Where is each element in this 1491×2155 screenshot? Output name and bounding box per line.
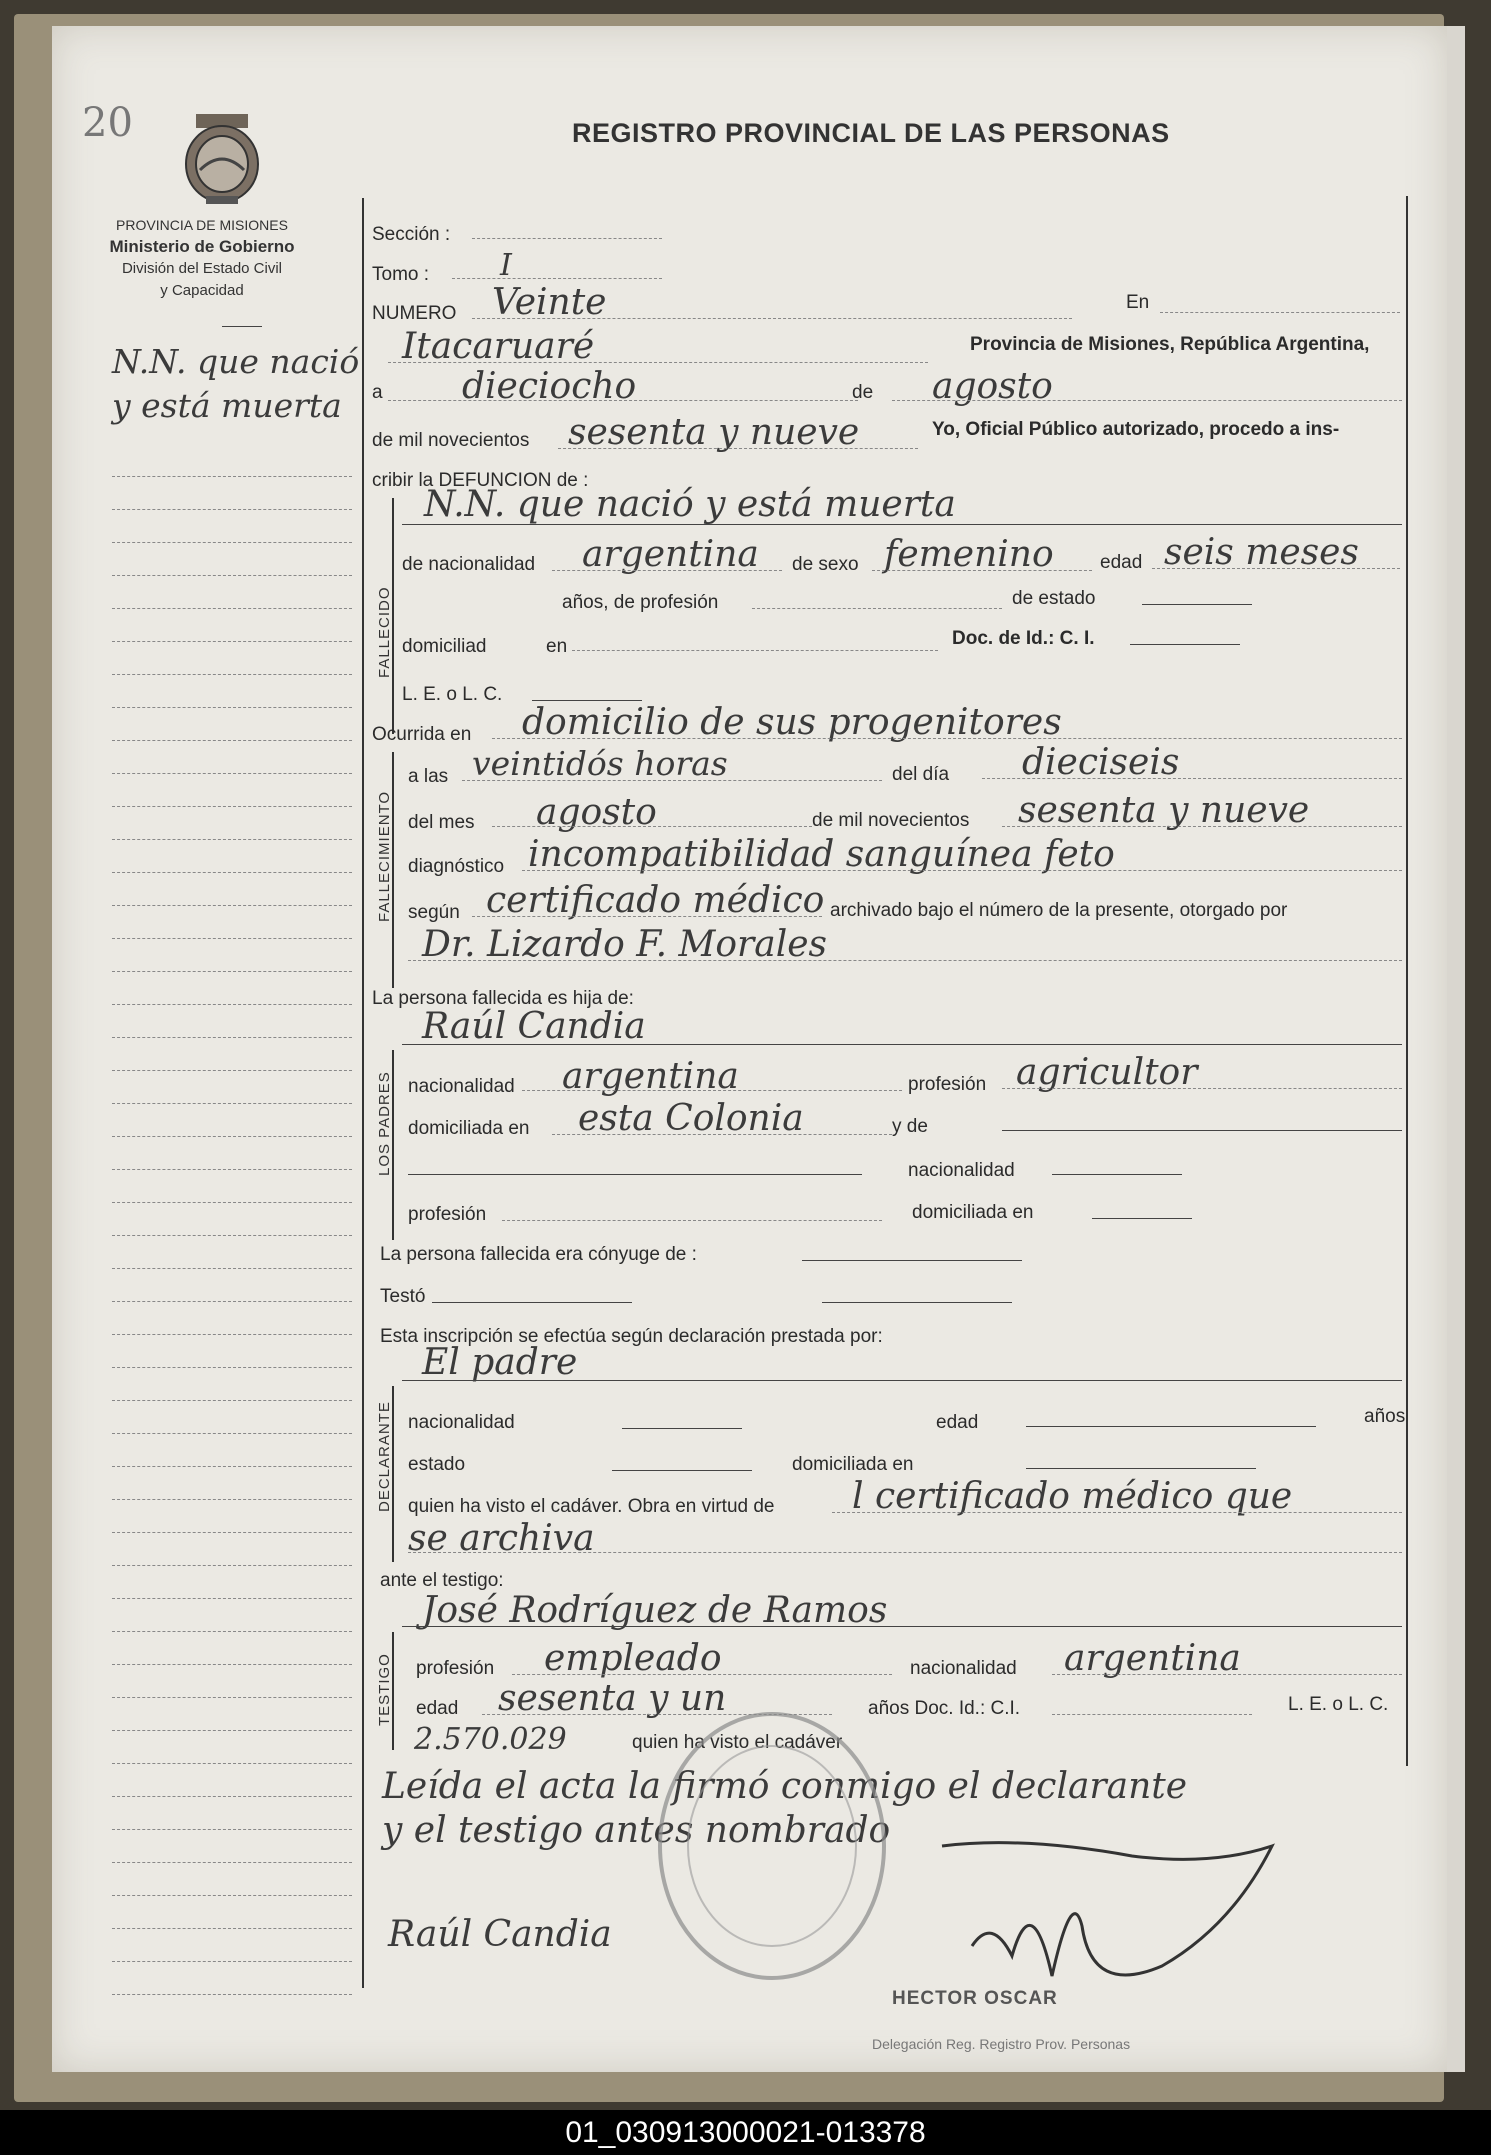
label-a-las: a las bbox=[408, 766, 449, 787]
label-del-dia: del día bbox=[892, 764, 950, 785]
medico-line bbox=[408, 960, 1402, 961]
profesion-line bbox=[752, 608, 1002, 609]
margin-ruled-line bbox=[112, 509, 352, 510]
label-de: de bbox=[852, 382, 874, 403]
label-t-anos-doc: años Doc. Id.: C.I. bbox=[868, 1698, 1021, 1719]
label-hija-de: La persona fallecida es hija de: bbox=[372, 988, 634, 1009]
coat-of-arms-emblem bbox=[182, 108, 262, 208]
hw-dia: dieciocho bbox=[462, 366, 637, 407]
hw-nombre: N.N. que nació y está muerta bbox=[424, 484, 956, 525]
margin-ruled-line bbox=[112, 1928, 352, 1929]
stamp-office: Delegación Reg. Registro Prov. Personas bbox=[872, 2036, 1131, 2052]
margin-ruled-line bbox=[112, 1169, 352, 1170]
label-conyuge: La persona fallecida era cónyuge de : bbox=[380, 1244, 697, 1265]
label-a: a bbox=[372, 382, 383, 403]
label-ante-testigo: ante el testigo: bbox=[380, 1570, 504, 1591]
hw-declarante: El padre bbox=[422, 1342, 578, 1383]
label-tomo: Tomo : bbox=[372, 264, 430, 285]
margin-ruled-line bbox=[112, 806, 352, 807]
label-t-profesion: profesión bbox=[416, 1658, 495, 1679]
margin-note-line-2: y está muerta bbox=[112, 386, 342, 425]
label-diagnostico: diagnóstico bbox=[408, 856, 505, 877]
margin-ruled-line bbox=[112, 1961, 352, 1962]
conyuge-line bbox=[802, 1260, 1022, 1261]
label-edad: edad bbox=[1100, 552, 1143, 573]
hw-obra2: se archiva bbox=[408, 1518, 595, 1559]
hw-dia-fall: dieciseis bbox=[1022, 742, 1180, 783]
margin-ruled-line bbox=[112, 1268, 352, 1269]
hw-mes-fall: agosto bbox=[536, 792, 657, 833]
label-nacionalidad2: nacionalidad bbox=[908, 1160, 1015, 1181]
stamp-name: HECTOR OSCAR bbox=[892, 1988, 1058, 2009]
label-domiciliada-en: domiciliada en bbox=[408, 1118, 530, 1139]
anio-fall-line bbox=[1002, 826, 1402, 827]
hw-leida-1: Leída el acta la firmó conmigo el declarante bbox=[382, 1766, 1188, 1807]
margin-ruled-line bbox=[112, 1136, 352, 1137]
label-en-dom: en bbox=[546, 636, 568, 657]
dec-edad-line bbox=[1026, 1426, 1316, 1427]
label-ocurrida-en: Ocurrida en bbox=[372, 724, 472, 745]
hw-t-prof: empleado bbox=[544, 1638, 722, 1679]
domicilio-line bbox=[572, 650, 938, 651]
label-nacionalidad: nacionalidad bbox=[408, 1076, 515, 1097]
margin-ruled-line bbox=[112, 1334, 352, 1335]
madre-nac-line bbox=[1052, 1174, 1182, 1175]
margin-ruled-line bbox=[112, 1301, 352, 1302]
hw-diagnostico: incompatibilidad sanguínea feto bbox=[528, 834, 1115, 875]
padre-prof-line bbox=[1002, 1088, 1402, 1089]
sexo-line bbox=[872, 570, 1092, 571]
margin-ruled-line bbox=[112, 1400, 352, 1401]
hw-ocurrida: domicilio de sus progenitores bbox=[522, 702, 1062, 743]
madre-line-2 bbox=[408, 1174, 862, 1175]
margin-ruled-line bbox=[112, 476, 352, 477]
hw-lugar: Itacaruaré bbox=[402, 326, 595, 367]
label-profesion2: profesión bbox=[408, 1204, 487, 1225]
page-number: 20 bbox=[82, 100, 133, 146]
label-provincia: Provincia de Misiones, República Argentina, bbox=[970, 334, 1370, 355]
madre-line bbox=[1002, 1130, 1402, 1131]
office-line-1: PROVINCIA DE MISIONES bbox=[116, 217, 288, 233]
hw-segun: certificado médico bbox=[486, 880, 825, 921]
margin-ruled-line bbox=[112, 1235, 352, 1236]
hw-sexo: femenino bbox=[884, 534, 1054, 575]
label-domiciliada-en2: domiciliada en bbox=[912, 1202, 1034, 1223]
office-line-4: y Capacidad bbox=[160, 282, 244, 299]
hw-t-edad: sesenta y un bbox=[498, 1678, 727, 1719]
hw-t-nac: argentina bbox=[1064, 1638, 1241, 1679]
margin-ruled-line bbox=[112, 1697, 352, 1698]
label-doc-id: Doc. de Id.: C. I. bbox=[952, 628, 1095, 649]
label-t-edad: edad bbox=[416, 1698, 459, 1719]
label-seccion: Sección : bbox=[372, 224, 451, 245]
label-t-le: L. E. o L. C. bbox=[1288, 1694, 1389, 1715]
document-title: REGISTRO PROVINCIAL DE LAS PERSONAS bbox=[572, 118, 1170, 148]
seccion-line bbox=[472, 238, 662, 239]
le-lc-line bbox=[532, 700, 642, 701]
hw-firma: Raúl Candia bbox=[388, 1914, 612, 1955]
anio-line bbox=[558, 448, 918, 449]
hw-padre-nac: argentina bbox=[562, 1056, 739, 1097]
hora-line bbox=[462, 780, 882, 781]
section-declarante: DECLARANTE bbox=[376, 1401, 393, 1512]
edad-line bbox=[1152, 568, 1400, 569]
dec-estado-line bbox=[612, 1470, 752, 1471]
label-t-quien: quien ha visto el cadáver bbox=[632, 1732, 843, 1753]
margin-ruled-line bbox=[112, 1202, 352, 1203]
label-profesion: profesión bbox=[908, 1074, 987, 1095]
left-frame-line bbox=[362, 198, 364, 1988]
margin-ruled-line bbox=[112, 1004, 352, 1005]
margin-ruled-line bbox=[112, 905, 352, 906]
margin-ruled-line bbox=[112, 872, 352, 873]
testo-line bbox=[432, 1302, 632, 1303]
testo-line-2 bbox=[822, 1302, 1012, 1303]
section-fallecimiento: FALLECIMIENTO bbox=[376, 790, 393, 922]
hw-mes: agosto bbox=[932, 366, 1053, 407]
obra2-line bbox=[408, 1552, 1402, 1553]
label-numero: NUMERO bbox=[372, 303, 457, 324]
t-prof-line bbox=[512, 1674, 892, 1675]
margin-note-line-1: N.N. que nació bbox=[112, 342, 360, 381]
margin-ruled-line bbox=[112, 938, 352, 939]
dec-nac-line bbox=[622, 1428, 742, 1429]
dec-dom-line bbox=[1026, 1468, 1256, 1469]
label-quien-visto: quien ha visto el cadáver. Obra en virtud de bbox=[408, 1496, 775, 1517]
margin-ruled-line bbox=[112, 1367, 352, 1368]
doc-id-line bbox=[1130, 644, 1240, 645]
label-dec-anos: años bbox=[1364, 1406, 1406, 1427]
label-del-mes: del mes bbox=[408, 812, 475, 833]
nacionalidad-line bbox=[552, 570, 782, 571]
margin-ruled-line bbox=[112, 674, 352, 675]
label-cribir: cribir la DEFUNCION de : bbox=[372, 470, 589, 491]
label-domiciliad: domiciliad bbox=[402, 636, 487, 657]
section-fallecido: FALLECIDO bbox=[376, 586, 393, 678]
hw-leida-2: y el testigo antes nombrado bbox=[382, 1810, 891, 1851]
hw-padre: Raúl Candia bbox=[422, 1006, 646, 1047]
margin-ruled-line bbox=[112, 1862, 352, 1863]
hw-padre-prof: agricultor bbox=[1016, 1052, 1198, 1093]
label-de-mil: de mil novecientos bbox=[372, 430, 530, 451]
mes-line bbox=[892, 400, 1402, 401]
margin-ruled-line bbox=[112, 1499, 352, 1500]
document-page bbox=[52, 26, 1447, 2072]
hw-anio: sesenta y nueve bbox=[568, 412, 860, 453]
margin-ruled-line bbox=[112, 1532, 352, 1533]
section-testigo: TESTIGO bbox=[376, 1653, 393, 1726]
margin-ruled-line bbox=[112, 1763, 352, 1764]
label-de-nacionalidad: de nacionalidad bbox=[402, 554, 536, 575]
madre-dom-line bbox=[1092, 1218, 1192, 1219]
testigo-line bbox=[402, 1626, 1402, 1627]
margin-ruled-line bbox=[112, 1631, 352, 1632]
label-le-lc: L. E. o L. C. bbox=[402, 684, 503, 705]
obra-line bbox=[832, 1512, 1402, 1513]
office-line-2: Ministerio de Gobierno bbox=[109, 237, 295, 256]
label-de-sexo: de sexo bbox=[792, 554, 859, 575]
declarante-line bbox=[402, 1380, 1402, 1381]
hw-hora: veintidós horas bbox=[472, 744, 728, 783]
padre-dom-line bbox=[552, 1134, 892, 1135]
hw-t-doc: 2.570.029 bbox=[414, 1722, 567, 1757]
label-dec-nacionalidad: nacionalidad bbox=[408, 1412, 515, 1433]
section-padres: LOS PADRES bbox=[376, 1071, 393, 1176]
margin-ruled-line bbox=[112, 575, 352, 576]
label-en: En bbox=[1126, 292, 1150, 313]
margin-ruled-line bbox=[112, 1070, 352, 1071]
mes-fall-line bbox=[492, 826, 812, 827]
label-y-de: y de bbox=[892, 1116, 928, 1137]
label-archivado: archivado bajo el número de la presente, otorgado por bbox=[830, 900, 1288, 921]
label-segun: según bbox=[408, 902, 460, 923]
tomo-line bbox=[452, 278, 662, 279]
margin-ruled-line bbox=[112, 1664, 352, 1665]
nombre-line bbox=[402, 524, 1402, 525]
page-edge bbox=[1447, 26, 1465, 2072]
label-de-mil2: de mil novecientos bbox=[812, 810, 970, 831]
margin-ruled-line bbox=[112, 641, 352, 642]
hw-padre-dom: esta Colonia bbox=[578, 1098, 804, 1139]
margin-ruled-line bbox=[112, 1730, 352, 1731]
footer-id: 01_030913000021-013378 bbox=[0, 2110, 1491, 2155]
estado-line bbox=[1142, 604, 1252, 605]
margin-ruled-line bbox=[112, 1598, 352, 1599]
hw-medico: Dr. Lizardo F. Morales bbox=[422, 924, 827, 965]
label-dec-edad: edad bbox=[936, 1412, 979, 1433]
diagnostico-line bbox=[522, 870, 1402, 871]
label-testo: Testó bbox=[380, 1286, 426, 1307]
margin-ruled-line bbox=[112, 542, 352, 543]
padre-nac-line bbox=[522, 1090, 902, 1091]
office-line-3: División del Estado Civil bbox=[121, 260, 283, 277]
right-frame-line bbox=[1406, 196, 1408, 1766]
label-anos-profesion: años, de profesión bbox=[562, 592, 719, 613]
lugar-line bbox=[388, 362, 928, 363]
issuing-office bbox=[72, 214, 332, 302]
margin-ruled-line bbox=[112, 608, 352, 609]
margin-ruled-line bbox=[112, 839, 352, 840]
segun-line bbox=[472, 916, 822, 917]
margin-ruled-line bbox=[112, 1796, 352, 1797]
label-inscripcion: Esta inscripción se efectúa según declaración prestada por: bbox=[380, 1326, 883, 1347]
hw-tomo: I bbox=[500, 248, 512, 283]
margin-ruled-line bbox=[112, 1433, 352, 1434]
padre-line bbox=[402, 1044, 1402, 1045]
margin-ruled-line bbox=[112, 1829, 352, 1830]
margin-ruled-line bbox=[112, 740, 352, 741]
label-yo-oficial: Yo, Oficial Público autorizado, procedo a ins- bbox=[932, 419, 1340, 440]
t-nac-line bbox=[1052, 1674, 1402, 1675]
hw-numero: Veinte bbox=[492, 282, 607, 323]
margin-ruled-line bbox=[112, 1994, 352, 1995]
label-dec-estado: estado bbox=[408, 1454, 466, 1475]
hw-anio-fall: sesenta y nueve bbox=[1018, 790, 1310, 831]
margin-ruled-line bbox=[112, 1037, 352, 1038]
hw-testigo: José Rodríguez de Ramos bbox=[422, 1590, 888, 1631]
margin-ruled-line bbox=[112, 1895, 352, 1896]
label-t-nacionalidad: nacionalidad bbox=[910, 1658, 1017, 1679]
label-dec-domiciliada: domiciliada en bbox=[792, 1454, 914, 1475]
dia-line bbox=[388, 400, 858, 401]
hw-nacionalidad: argentina bbox=[582, 534, 759, 575]
madre-prof-line bbox=[502, 1220, 882, 1221]
margin-ruled-line bbox=[112, 971, 352, 972]
hw-obra: l certificado médico que bbox=[852, 1476, 1293, 1517]
margin-ruled-line bbox=[112, 773, 352, 774]
office-rule bbox=[222, 326, 262, 327]
en-line bbox=[1160, 312, 1400, 313]
official-stamp bbox=[652, 1706, 892, 1986]
numero-line bbox=[472, 318, 1072, 319]
dia-fall-line bbox=[982, 778, 1402, 779]
hw-edad: seis meses bbox=[1164, 532, 1359, 573]
margin-ruled-line bbox=[112, 1103, 352, 1104]
t-doc-line bbox=[1052, 1714, 1252, 1715]
ocurrida-line bbox=[492, 738, 1402, 739]
label-de-estado: de estado bbox=[1012, 588, 1096, 609]
margin-ruled-line bbox=[112, 1466, 352, 1467]
margin-ruled-line bbox=[112, 1565, 352, 1566]
margin-ruled-line bbox=[112, 707, 352, 708]
